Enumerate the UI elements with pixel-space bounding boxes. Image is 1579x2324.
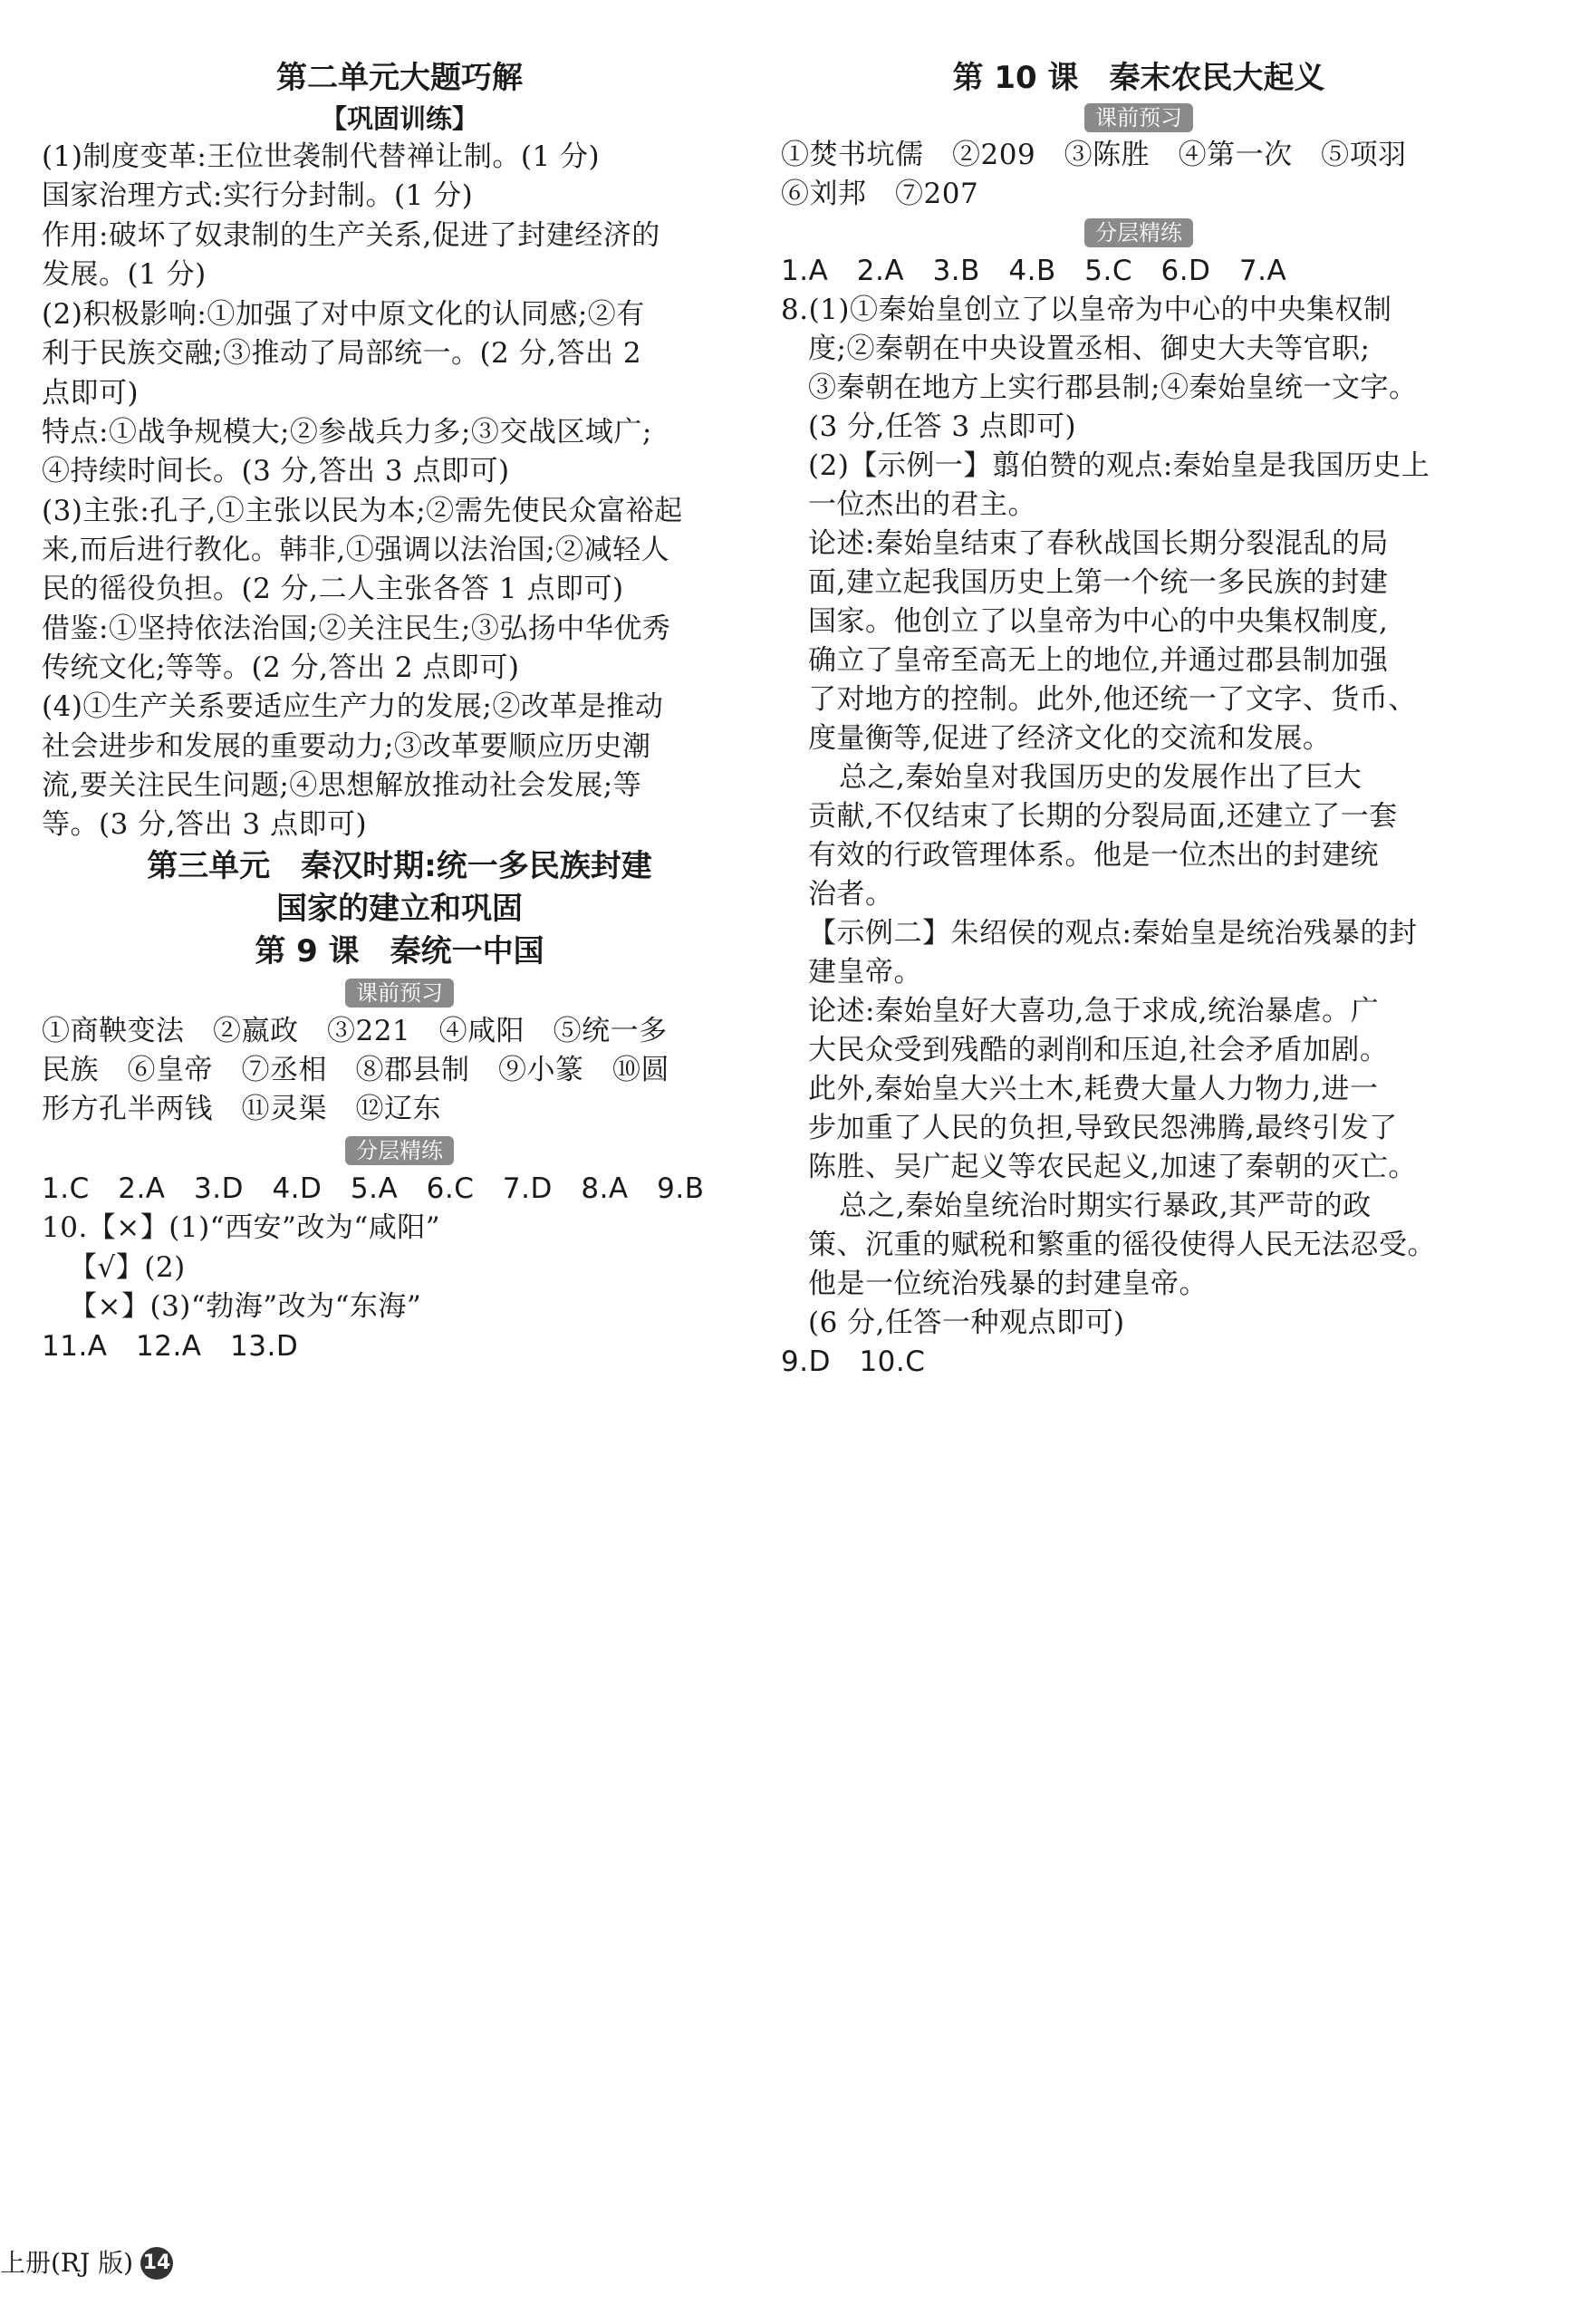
unit3-title-line1: 第三单元 秦汉时期:统一多民族封建 xyxy=(147,848,652,884)
preview-badge: 课前预习 xyxy=(1084,103,1193,132)
answer-key-row: 9.D 10.C xyxy=(781,1345,926,1378)
answer-line: (3)主张:孔子,①主张以民为本;②需先使民众富裕起 xyxy=(42,495,683,527)
answer-line: 贡献,不仅结束了长期的分裂局面,还建立了一套 xyxy=(808,800,1398,833)
answer-line: 步加重了人民的负担,导致民怨沸腾,最终引发了 xyxy=(808,1112,1398,1144)
answer-line: ③秦朝在地方上实行郡县制;④秦始皇统一文字。 xyxy=(808,371,1418,404)
answer-line: (4)①生产关系要适应生产力的发展;②改革是推动 xyxy=(42,690,664,723)
answer-line: 治者。 xyxy=(808,878,894,911)
unit3-title-line2: 国家的建立和巩固 xyxy=(276,891,523,927)
practice-badge-wrap xyxy=(42,1136,757,1165)
preview-badge-wrap xyxy=(42,979,757,1008)
answer-key-row: 11.A 12.A 13.D xyxy=(42,1330,299,1363)
preview-line: ①焚书坑儒 ②209 ③陈胜 ④第一次 ⑤项羽 xyxy=(781,139,1407,171)
page-number: 14 xyxy=(140,2247,173,2280)
answer-key-row: 1.C 2.A 3.D 4.D 5.A 6.C 7.D 8.A 9.B xyxy=(42,1172,705,1205)
practice-badge: 分层精练 xyxy=(1084,218,1193,247)
answer-line: 陈胜、吴广起义等农民起义,加速了秦朝的灭亡。 xyxy=(808,1151,1417,1183)
answer-line: 度量衡等,促进了经济文化的交流和发展。 xyxy=(808,722,1332,755)
answer-line: 特点:①战争规模大;②参战兵力多;③交战区域广; xyxy=(42,416,652,448)
answer-line: 利于民族交融;③推动了局部统一。(2 分,答出 2 xyxy=(42,337,642,370)
practice-badge: 分层精练 xyxy=(345,1136,454,1165)
answer-line: 确立了皇帝至高无上的地位,并通过郡县制加强 xyxy=(808,644,1389,677)
answer-line: 【示例二】朱绍侯的观点:秦始皇是统治残暴的封 xyxy=(808,917,1418,950)
edition-label: 上册(RJ 版) xyxy=(0,2248,134,2278)
answer-line: 社会进步和发展的重要动力;③改革要顺应历史潮 xyxy=(42,730,651,763)
answer-line: 总之,秦始皇统治时期实行暴政,其严苛的政 xyxy=(839,1190,1372,1222)
answer-line: 来,而后进行教化。韩非,①强调以法治国;②减轻人 xyxy=(42,534,670,566)
answer-line: 面,建立起我国历史上第一个统一多民族的封建 xyxy=(808,566,1389,599)
answer-line: 此外,秦始皇大兴土木,耗费大量人力物力,进一 xyxy=(808,1073,1379,1105)
practice-badge-wrap xyxy=(781,218,1497,247)
answer-line: 度;②秦朝在中央设置丞相、御史大夫等官职; xyxy=(808,333,1371,365)
q10-line: 10.【×】(1)“西安”改为“咸阳” xyxy=(42,1211,441,1244)
answer-line: ④持续时间长。(3 分,答出 3 点即可) xyxy=(42,455,510,487)
lesson9-title: 第 9 课 秦统一中国 xyxy=(255,933,544,969)
q10-line: 【√】(2) xyxy=(69,1251,186,1284)
answer-line: 他是一位统治残暴的封建皇帝。 xyxy=(808,1268,1208,1300)
answer-line: 借鉴:①坚持依法治国;②关注民生;③弘扬中华优秀 xyxy=(42,612,671,645)
q10-line: 【×】(3)“勃海”改为“东海” xyxy=(69,1290,422,1323)
preview-line: ⑥刘邦 ⑦207 xyxy=(781,178,979,210)
answer-line: 作用:破坏了奴隶制的生产关系,促进了封建经济的 xyxy=(42,219,660,252)
lesson10-title: 第 10 课 秦末农民大起义 xyxy=(952,60,1325,96)
preview-line: 民族 ⑥皇帝 ⑦丞相 ⑧郡县制 ⑨小篆 ⑩圆 xyxy=(42,1054,669,1086)
answer-line: 传统文化;等等。(2 分,答出 2 点即可) xyxy=(42,651,520,684)
answer-line: 民的徭役负担。(2 分,二人主张各答 1 点即可) xyxy=(42,573,624,605)
unit2-title: 第二单元大题巧解 xyxy=(276,60,523,96)
answer-line: 总之,秦始皇对我国历史的发展作出了巨大 xyxy=(839,761,1362,794)
answer-line: 有效的行政管理体系。他是一位杰出的封建统 xyxy=(808,839,1379,872)
answer-line: 大民众受到残酷的剥削和压迫,社会矛盾加剧。 xyxy=(808,1034,1389,1066)
answer-line: (3 分,任答 3 点即可) xyxy=(808,410,1077,443)
answer-line: 国家治理方式:实行分封制。(1 分) xyxy=(42,179,474,212)
answer-line: 论述:秦始皇好大喜功,急于求成,统治暴虐。广 xyxy=(808,995,1380,1027)
answer-line: 了对地方的控制。此外,他还统一了文字、货币、 xyxy=(808,683,1417,716)
answer-line: 策、沉重的赋税和繁重的徭役使得人民无法忍受。 xyxy=(808,1229,1436,1261)
answer-key-row: 1.A 2.A 3.B 4.B 5.C 6.D 7.A xyxy=(781,255,1287,287)
answer-line: (1)制度变革:王位世袭制代替禅让制。(1 分) xyxy=(42,140,601,173)
answer-line: 建皇帝。 xyxy=(808,956,922,988)
preview-badge-wrap xyxy=(781,103,1497,132)
consolidation-subhead: 【巩固训练】 xyxy=(320,103,478,134)
answer-line: 等。(3 分,答出 3 点即可) xyxy=(42,808,368,841)
answer-line: 点即可) xyxy=(42,377,140,410)
answer-line: 发展。(1 分) xyxy=(42,258,207,291)
preview-line: ①商鞅变法 ②嬴政 ③221 ④咸阳 ⑤统一多 xyxy=(42,1015,668,1047)
answer-line: 论述:秦始皇结束了春秋战国长期分裂混乱的局 xyxy=(808,527,1389,560)
answer-line: 一位杰出的君主。 xyxy=(808,488,1036,521)
preview-line: 形方孔半两钱 ⑪灵渠 ⑫辽东 xyxy=(42,1093,441,1125)
answer-line: 8.(1)①秦始皇创立了以皇帝为中心的中央集权制 xyxy=(781,294,1392,326)
answer-line: (2)积极影响:①加强了对中原文化的认同感;②有 xyxy=(42,298,645,331)
answer-line: 国家。他创立了以皇帝为中心的中央集权制度, xyxy=(808,605,1389,638)
answer-line: 流,要关注民生问题;④思想解放推动社会发展;等 xyxy=(42,769,642,802)
answer-line: (2)【示例一】翦伯赞的观点:秦始皇是我国历史上 xyxy=(808,449,1430,482)
page-footer xyxy=(0,2245,173,2281)
answer-line: (6 分,任答一种观点即可) xyxy=(808,1307,1125,1339)
preview-badge: 课前预习 xyxy=(345,979,454,1008)
